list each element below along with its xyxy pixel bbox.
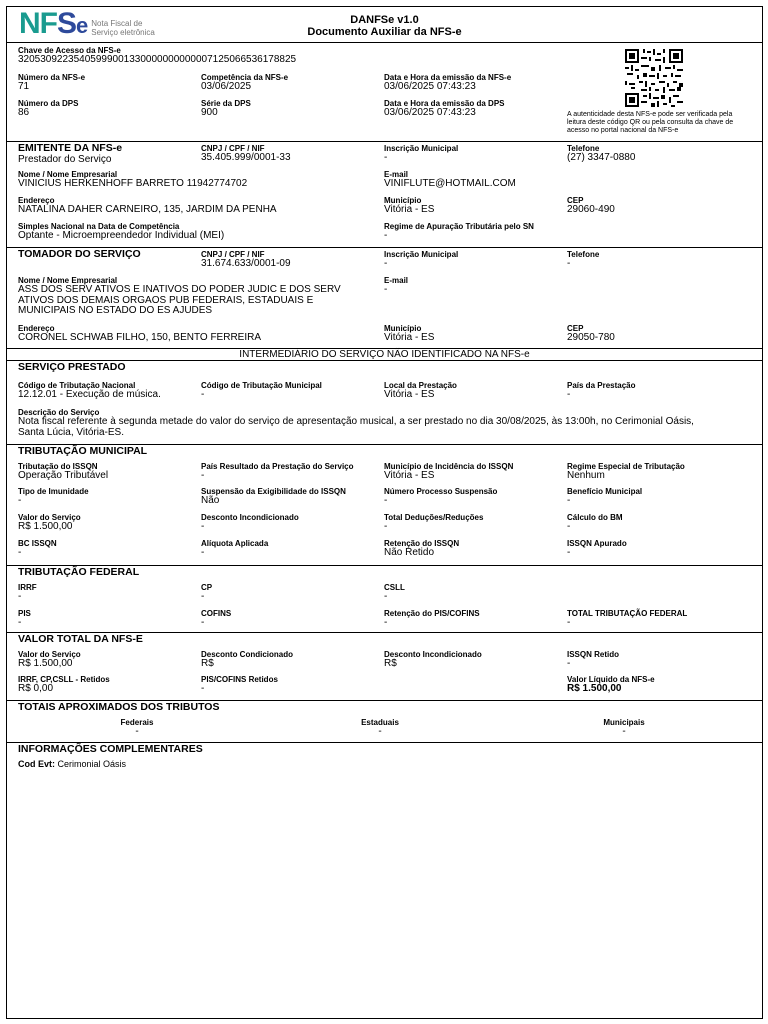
federal-tax-title: TRIBUTAÇÃO FEDERAL (18, 566, 140, 578)
municipal-benefit-value: - (567, 495, 571, 506)
recipient-section (7, 248, 762, 349)
pis-retention-label: Retenção do PIS/COFINS (384, 609, 480, 618)
irrf-withheld-label: IRRF, CP,CSLL - Retidos (18, 675, 110, 684)
issuer-cep-value: 29060-490 (567, 204, 615, 215)
identification-section (7, 43, 762, 142)
issuer-phone-label: Telefone (567, 144, 600, 153)
issuer-cep-label: CEP (567, 196, 584, 205)
recipient-email-label: E-mail (384, 276, 409, 285)
issuer-section (7, 142, 762, 248)
service-country-value: - (567, 389, 571, 400)
state-approx-label: Estaduais (361, 718, 399, 727)
net-value-label: Valor Líquido da NFS-e (567, 675, 655, 684)
suspension-value: Não (201, 495, 220, 506)
issqn-taxation-label: Tributação do ISSQN (18, 462, 98, 471)
title-description: Documento Auxiliar da NFS-e (307, 26, 462, 38)
issuer-im-label: Inscrição Municipal (384, 144, 459, 153)
pis-withheld-label: PIS/COFINS Retidos (201, 675, 278, 684)
net-value-value: R$ 1.500,00 (567, 683, 622, 694)
access-key-value: 32053092235405999001330000000000007125066536178825 (18, 54, 297, 65)
issqn-retention-value: Não Retido (384, 547, 435, 558)
recipient-cep-value: 29050-780 (567, 332, 615, 343)
total-deductions-label: Total Deduções/Reduções (384, 513, 484, 522)
simples-nacional-value: Optante - Microempreendedor Individual (MEI) (18, 230, 225, 241)
issuer-city-label: Município (384, 196, 422, 205)
bm-calc-value: - (567, 521, 571, 532)
service-value-value: R$ 1.500,00 (18, 521, 73, 532)
sn-regime-label: Regime de Apuração Tributária pelo SN (384, 222, 534, 231)
recipient-cnpj-label: CNPJ / CPF / NIF (201, 250, 265, 259)
recipient-cnpj-value: 31.674.633/0001-09 (201, 258, 291, 269)
irrf-label: IRRF (18, 583, 37, 592)
conditional-discount-label: Desconto Condicionado (201, 650, 293, 659)
intermediary-notice: INTERMEDIÁRIO DO SERVIÇO NÃO IDENTIFICADO NA NFS-e (7, 349, 762, 361)
qr-verification-note: A autenticidade desta NFS-e pode ser verificada pela leitura deste código QR ou pela consulta da chave de acesso no portal nacional da NFS-e (567, 111, 734, 134)
recipient-title: TOMADOR DO SERVIÇO (18, 248, 141, 260)
issqn-assessed-value: - (567, 547, 571, 558)
event-code-value: Cerimonial Oásis (57, 759, 127, 769)
recipient-phone-label: Telefone (567, 250, 600, 259)
total-deductions-value: - (384, 521, 388, 532)
sn-regime-value: - (384, 230, 388, 241)
suspension-process-label: Número Processo Suspensão (384, 487, 498, 496)
recipient-cep-label: CEP (567, 324, 584, 333)
csll-label: CSLL (384, 583, 405, 592)
service-description-line: Nota fiscal referente à segunda metade do valor do serviço de apresentação musical, a ser prestado no dia 30/08/2025, às 13:00h, no Cerimonial Oásis, (18, 416, 694, 427)
cofins-value: - (201, 617, 205, 628)
event-code-label: Cod Evt: (18, 759, 55, 769)
service-title: SERVIÇO PRESTADO (18, 361, 126, 373)
dps-number-value: 86 (18, 107, 30, 118)
cp-value: - (201, 591, 205, 602)
total-service-value-value: R$ 1.500,00 (18, 658, 73, 669)
special-regime-value: Nenhum (567, 470, 605, 481)
total-unconditional-discount-label: Desconto Incondicionado (384, 650, 482, 659)
municipal-tax-code-label: Código de Tributação Municipal (201, 381, 322, 390)
approx-taxes-section (7, 701, 762, 743)
total-service-value-label: Valor do Serviço (18, 650, 81, 659)
immunity-type-value: - (18, 495, 22, 506)
issqn-base-value: - (18, 547, 22, 558)
state-approx-value: - (378, 726, 382, 737)
federal-total-label: TOTAL TRIBUTAÇÃO FEDERAL (567, 609, 688, 618)
dps-issue-date-value: 03/06/2025 07:43:23 (384, 107, 476, 118)
dps-issue-date-label: Data e Hora da emissão da DPS (384, 99, 505, 108)
unconditional-discount-label: Desconto Incondicionado (201, 513, 299, 522)
nfse-number-label: Número da NFS-e (18, 73, 86, 82)
pis-label: PIS (18, 609, 31, 618)
dps-number-label: Número da DPS (18, 99, 79, 108)
recipient-name-line: MUNICIPAIS NO ESTADO DO ES AJUDES (18, 305, 213, 316)
recipient-phone-value: - (567, 258, 571, 269)
suspension-process-value: - (384, 495, 388, 506)
competence-label: Competência da NFS-e (201, 73, 289, 82)
bm-calc-label: Cálculo do BM (567, 513, 623, 522)
recipient-im-value: - (384, 258, 388, 269)
national-tax-code-label: Código de Tributação Nacional (18, 381, 136, 390)
issqn-withheld-value: - (567, 658, 571, 669)
complementary-info-title: INFORMAÇÕES COMPLEMENTARES (18, 743, 203, 755)
nfse-number-value: 71 (18, 81, 30, 92)
federal-approx-label: Federais (120, 718, 154, 727)
issuer-phone-value: (27) 3347-0880 (567, 152, 636, 163)
special-regime-label: Regime Especial de Tributação (567, 462, 685, 471)
result-country-label: País Resultado da Prestação do Serviço (201, 462, 354, 471)
issuer-city-value: Vitória - ES (384, 204, 435, 215)
national-tax-code-value: 12.12.01 - Execução de música. (18, 389, 161, 400)
federal-total-value: - (567, 617, 571, 628)
irrf-withheld-value: R$ 0,00 (18, 683, 54, 694)
issqn-base-label: BC ISSQN (18, 539, 57, 548)
issuer-name-label: Nome / Nome Empresarial (18, 170, 118, 179)
suspension-label: Suspensão da Exigibilidade do ISSQN (201, 487, 346, 496)
unconditional-discount-value: - (201, 521, 205, 532)
service-value-label: Valor do Serviço (18, 513, 81, 522)
document-title (7, 14, 762, 38)
recipient-address-value: CORONEL SCHWAB FILHO, 150, BENTO FERREIRA (18, 332, 262, 343)
cofins-label: COFINS (201, 609, 232, 618)
federal-approx-value: - (135, 726, 139, 737)
issqn-retention-label: Retenção do ISSQN (384, 539, 460, 548)
danfse-document (6, 6, 763, 1019)
issuer-email-value: VINIFLUTE@HOTMAIL.COM (384, 178, 516, 189)
municipal-benefit-label: Benefício Municipal (567, 487, 643, 496)
recipient-im-label: Inscrição Municipal (384, 250, 459, 259)
recipient-address-label: Endereço (18, 324, 55, 333)
service-location-label: Local da Prestação (384, 381, 457, 390)
total-value-section (7, 633, 762, 701)
simples-nacional-label: Simples Nacional na Data de Competência (18, 222, 180, 231)
recipient-city-value: Vitória - ES (384, 332, 435, 343)
pis-retention-value: - (384, 617, 388, 628)
competence-value: 03/06/2025 (201, 81, 252, 92)
recipient-name-label: Nome / Nome Empresarial (18, 276, 118, 285)
service-country-label: País da Prestação (567, 381, 636, 390)
incidence-city-label: Município de Incidência do ISSQN (384, 462, 514, 471)
issuer-address-label: Endereço (18, 196, 55, 205)
pis-value: - (18, 617, 22, 628)
dps-series-value: 900 (201, 107, 218, 118)
issuer-cnpj-value: 35.405.999/0001-33 (201, 152, 291, 163)
issuer-title: EMITENTE DA NFS-e (18, 142, 123, 154)
recipient-name-line: ATIVOS DOS DEMAIS ORGAOS PUB FEDERAIS, ESTADUAIS E (18, 294, 314, 306)
service-description-line: Santa Lúcia, Vitória-ES. (18, 426, 124, 438)
issuer-subtitle: Prestador do Serviço (18, 153, 112, 165)
pis-withheld-value: - (201, 683, 205, 694)
municipal-approx-label: Municipais (603, 718, 645, 727)
csll-value: - (384, 591, 388, 602)
irrf-value: - (18, 591, 22, 602)
federal-tax-section (7, 566, 762, 633)
issue-date-label: Data e Hora da emissão da NFS-e (384, 73, 512, 82)
result-country-value: - (201, 470, 205, 481)
total-value-title: VALOR TOTAL DA NFS-E (18, 633, 143, 645)
complementary-info-section (7, 743, 762, 803)
issuer-cnpj-label: CNPJ / CPF / NIF (201, 144, 265, 153)
rate-value: - (201, 547, 205, 558)
title-version: DANFSe v1.0 (350, 14, 419, 26)
cp-label: CP (201, 583, 213, 592)
rate-label: Alíquota Aplicada (201, 539, 269, 548)
nfse-logo: NFSe Nota Fiscal de Serviço eletrônica (19, 7, 155, 40)
issqn-taxation-value: Operação Tributável (18, 470, 109, 481)
issuer-email-label: E-mail (384, 170, 409, 179)
immunity-type-label: Tipo de Imunidade (18, 487, 89, 496)
municipal-approx-value: - (622, 726, 626, 737)
municipal-tax-section (7, 445, 762, 566)
logo-subtitle: Nota Fiscal de Serviço eletrônica (91, 19, 155, 37)
issuer-im-value: - (384, 152, 388, 163)
recipient-name-line: ASS DOS SERV ATIVOS E INATIVOS DO PODER JUDIC E DOS SERV (18, 284, 341, 295)
service-location-value: Vitória - ES (384, 389, 435, 400)
municipal-tax-code-value: - (201, 389, 205, 400)
qr-code-icon (625, 49, 683, 107)
service-section (7, 361, 762, 445)
issuer-name-value: VINICIUS HERKENHOFF BARRETO 11942774702 (18, 178, 248, 189)
issuer-address-value: NATALINA DAHER CARNEIRO, 135, JARDIM DA PENHA (18, 204, 277, 215)
approx-taxes-title: TOTAIS APROXIMADOS DOS TRIBUTOS (18, 701, 220, 713)
dps-series-label: Série da DPS (201, 99, 251, 108)
recipient-email-value: - (384, 284, 388, 295)
issue-date-value: 03/06/2025 07:43:23 (384, 81, 476, 92)
conditional-discount-value: R$ (201, 658, 214, 669)
municipal-tax-title: TRIBUTAÇÃO MUNICIPAL (18, 445, 148, 457)
issqn-assessed-label: ISSQN Apurado (567, 539, 627, 548)
incidence-city-value: Vitória - ES (384, 470, 435, 481)
recipient-city-label: Município (384, 324, 422, 333)
total-unconditional-discount-value: R$ (384, 658, 397, 669)
access-key-label: Chave de Acesso da NFS-e (18, 46, 121, 55)
issqn-withheld-label: ISSQN Retido (567, 650, 620, 659)
document-header (7, 7, 762, 43)
service-description-label: Descrição do Serviço (18, 408, 100, 417)
